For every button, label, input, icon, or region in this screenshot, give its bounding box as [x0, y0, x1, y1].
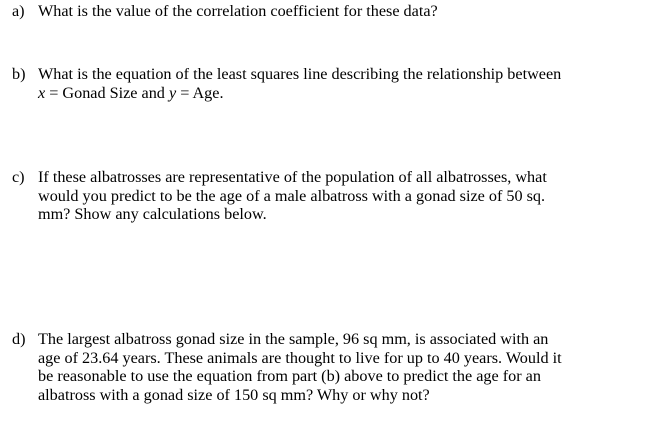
question-d-line-3: be reasonable to use the equation from part (b) above to predict the age for an — [38, 367, 541, 386]
question-c-line-1 — [12, 168, 648, 187]
question-b — [12, 65, 648, 102]
question-d-line-4: albatross with a gonad size of 150 sq mm? Why or why not? — [38, 385, 430, 404]
question-b-text: What is the equation of the least squares line describing the relationship between — [38, 65, 562, 83]
question-c-line-2: would you predict to be the age of a male albatross with a gonad size of 50 sq. — [38, 186, 546, 205]
x-definition: = Gonad Size and — [45, 83, 169, 102]
question-c-label: c) — [12, 168, 25, 186]
question-d-text-1: The largest albatross gonad size in the sample, 96 sq mm, is associated with an — [38, 330, 549, 348]
question-a-text: What is the value of the correlation coefficient for these data? — [38, 2, 438, 20]
question-c-text-1: If these albatrosses are representative of the population of all albatrosses, what — [38, 168, 547, 186]
question-a-line-1 — [12, 2, 648, 21]
question-b-label: b) — [12, 65, 26, 83]
question-d-line-2: age of 23.64 years. These animals are thought to live for up to 40 years. Would it — [38, 348, 562, 367]
question-b-line-1 — [12, 65, 648, 84]
question-c-line-3: mm? Show any calculations below. — [38, 205, 267, 224]
question-b-line-2 — [12, 84, 648, 103]
y-definition: = Age. — [176, 83, 224, 102]
question-d — [12, 330, 648, 404]
question-a-label: a) — [12, 2, 25, 20]
x-variable: x — [38, 83, 46, 102]
question-d-label: d) — [12, 330, 26, 348]
y-variable: y — [168, 83, 177, 102]
question-d-line-1 — [12, 330, 648, 349]
question-a — [12, 2, 648, 21]
question-c — [12, 168, 648, 224]
